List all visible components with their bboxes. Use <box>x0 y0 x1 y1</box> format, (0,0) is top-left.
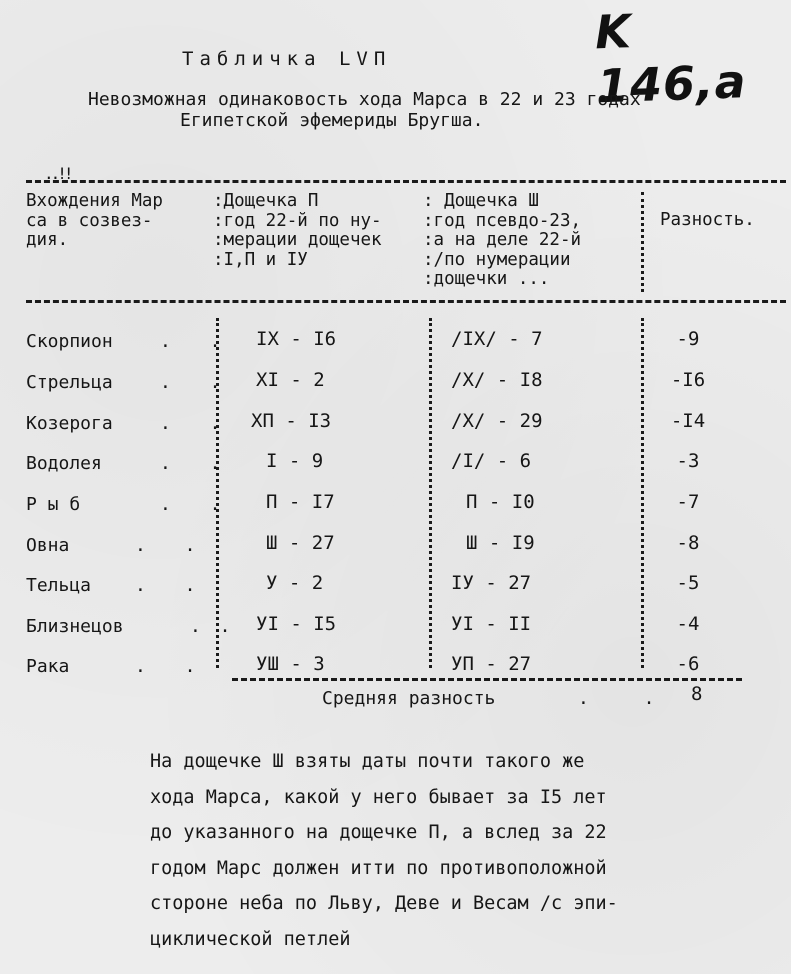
handwritten-archive-number: K 146,a <box>594 4 748 114</box>
row-tablet-3-date: /X/ - I8 <box>451 369 543 391</box>
header-column-tablet-3-line: : Дощечка Ш <box>423 191 539 211</box>
paragraph-line: циклической петлей <box>150 928 351 950</box>
row-sign: Овна <box>26 535 70 556</box>
row-leader-dots: . . <box>160 453 235 474</box>
row-tablet-2-date: I - 9 <box>266 450 324 472</box>
header-column-sign <box>26 192 163 251</box>
row-tablet-3-date: УI - II <box>451 613 532 635</box>
row-difference: -5 <box>676 572 700 594</box>
header-column-sign-line: дия. <box>26 230 69 250</box>
row-difference: -9 <box>676 328 700 350</box>
row-sign: Стрельца <box>26 372 113 393</box>
row-tablet-3-date: Ш - I9 <box>466 532 535 554</box>
average-leader-dots: . . <box>578 688 677 709</box>
row-sign: Козерога <box>26 413 113 434</box>
paragraph-line: годом Марс должен итти по противоположной <box>150 857 607 879</box>
row-sign: Тельца <box>26 575 92 596</box>
row-difference: -I4 <box>670 410 706 432</box>
row-tablet-2-date: IX - I6 <box>256 328 337 350</box>
row-difference: -4 <box>676 613 700 635</box>
header-column-tablet-3-line: :а на деле 22-й <box>423 230 582 250</box>
header-column-sign-line: са в созвез- <box>26 210 153 231</box>
row-difference: -3 <box>676 450 700 472</box>
row-sign: Водолея <box>26 453 102 474</box>
explanatory-paragraph <box>150 744 770 957</box>
paragraph-line: стороне неба по Льву, Деве и Весам /с эпи- <box>150 893 618 914</box>
average-difference-label: Средняя разность <box>322 688 496 709</box>
column-separator-2 <box>429 318 432 668</box>
row-tablet-2-date: Ш - 27 <box>266 532 335 554</box>
row-tablet-3-date: /X/ - 29 <box>451 410 543 432</box>
header-column-tablet-2-line: :I,П и IУ <box>213 249 308 270</box>
row-tablet-3-date: IУ - 27 <box>451 572 532 594</box>
table-title: Табличка LVП <box>182 48 392 70</box>
header-column-tablet-3-line: :год псевдо-23, <box>423 210 582 231</box>
row-leader-dots: . . <box>160 372 235 393</box>
header-column-tablet-3-line: :дощечки ... <box>423 269 550 289</box>
table-subtitle-line-2: Египетской эфемериды Бругша. <box>180 110 484 131</box>
average-difference-value: 8 <box>691 683 703 705</box>
header-column-tablet-2-line: :год 22-й по ну- <box>213 210 382 231</box>
row-tablet-2-date: П - I7 <box>266 491 335 513</box>
row-difference: -7 <box>676 491 700 513</box>
row-tablet-3-date: П - I0 <box>466 491 535 513</box>
header-column-tablet-3-line: :/по нумерации <box>423 249 571 270</box>
row-sign: Близнецов <box>26 616 124 637</box>
row-tablet-2-date: УI - I5 <box>256 613 337 635</box>
row-tablet-2-date: УШ - 3 <box>256 653 325 675</box>
row-tablet-3-date: УП - 27 <box>451 653 532 675</box>
row-tablet-2-date: У - 2 <box>266 572 324 594</box>
header-column-difference: Разность. <box>660 210 755 230</box>
row-tablet-2-date: XI - 2 <box>256 369 325 391</box>
row-sign: Скорпион <box>26 331 113 352</box>
row-leader-dots: . . <box>135 656 210 677</box>
row-leader-dots: . . <box>160 413 235 434</box>
row-leader-dots: . . <box>190 616 235 637</box>
paragraph-line: На дощечке Ш взяты даты почти такого же <box>150 751 585 772</box>
header-column-tablet-3 <box>423 192 581 290</box>
row-difference: -6 <box>676 653 700 675</box>
header-column-tablet-2-line: :мерации дощечек <box>213 230 382 250</box>
row-tablet-2-date: XП - I3 <box>251 410 332 432</box>
row-difference: -I6 <box>670 369 706 391</box>
table-top-rule <box>26 180 786 183</box>
paragraph-line: до указанного на дощечке П, а вслед за 22 <box>150 822 607 843</box>
row-tablet-3-date: /IX/ - 7 <box>451 328 543 350</box>
corner-marks: ..!! <box>44 164 71 183</box>
header-separator-3 <box>641 192 644 292</box>
table-header-rule <box>26 300 786 303</box>
paragraph-line: хода Марса, какой у него бывает за I5 лет <box>150 786 607 808</box>
row-tablet-3-date: /I/ - 6 <box>451 450 532 472</box>
row-difference: -8 <box>676 532 700 554</box>
header-column-tablet-2-line: :Дощечка П <box>213 191 319 211</box>
table-subtitle-line-1: Невозможная одинаковость хода Марса в 22 и 23 годах <box>88 89 641 110</box>
row-sign: Рака <box>26 656 70 677</box>
row-leader-dots: . . <box>160 494 235 515</box>
column-separator-3 <box>641 318 644 668</box>
row-leader-dots: . . <box>135 535 210 556</box>
row-sign: Р ы б <box>26 494 81 515</box>
header-column-sign-line: Вхождения Мар <box>26 191 163 211</box>
row-leader-dots: . . <box>160 331 235 352</box>
header-column-tablet-2 <box>213 192 382 270</box>
row-leader-dots: . . <box>135 575 210 596</box>
table-bottom-rule <box>232 678 742 681</box>
